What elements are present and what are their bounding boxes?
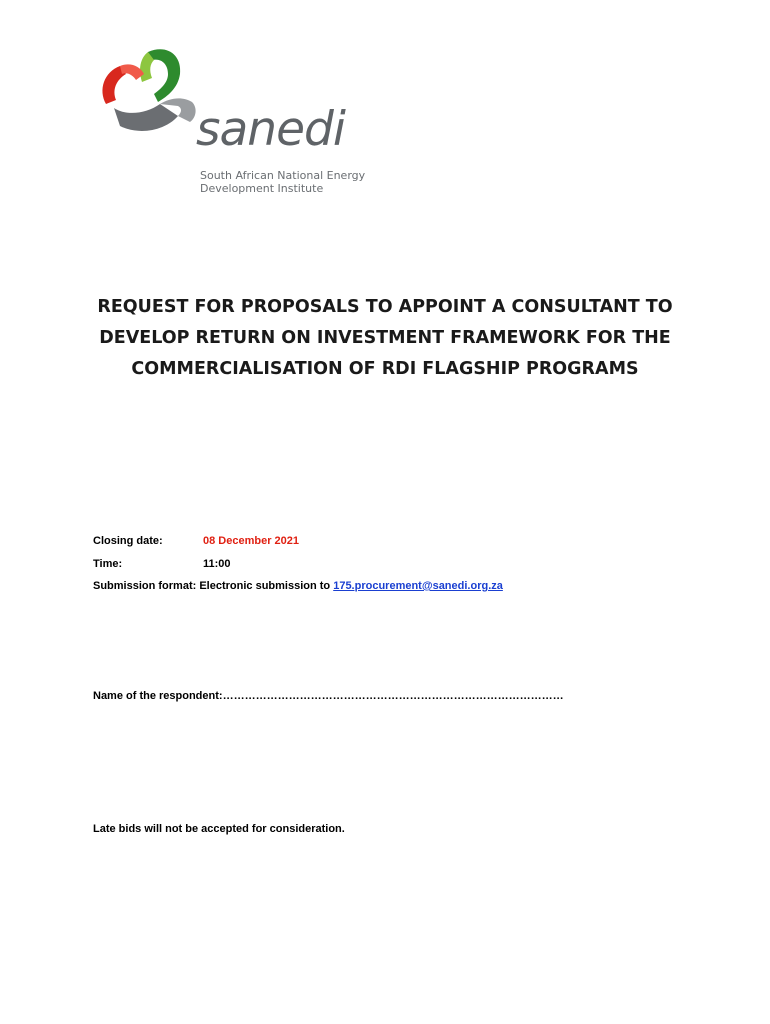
submission-format-label: Submission format: Electronic submission to: [93, 580, 334, 592]
document-title: [60, 292, 710, 385]
time-row: [93, 558, 231, 570]
time-label: Time:: [93, 558, 123, 570]
respondent-fill-line: …………………………………………………………………………………: [222, 690, 564, 702]
title-line-1: REQUEST FOR PROPOSALS TO APPOINT A CONSULTANT TO: [97, 297, 673, 317]
title-line-2: DEVELOP RETURN ON INVESTMENT FRAMEWORK FOR THE: [99, 328, 671, 348]
time-value: 11:00: [203, 558, 231, 570]
submission-format-row: [93, 580, 503, 592]
logo-tagline-line1: South African National Energy: [200, 169, 366, 182]
logo-tagline: [200, 169, 365, 195]
closing-date-row: [93, 535, 299, 547]
closing-date-label: Closing date:: [93, 535, 163, 547]
sanedi-logo-mark-icon: [96, 44, 206, 139]
submission-email-link[interactable]: 175.procurement@sanedi.org.za: [333, 580, 503, 592]
sanedi-logo: [96, 44, 386, 204]
logo-tagline-line2: Development Institute: [200, 182, 324, 195]
closing-date-value: 08 December 2021: [203, 535, 300, 547]
respondent-row: [93, 690, 564, 702]
late-bids-notice: Late bids will not be accepted for consideration.: [93, 823, 345, 835]
respondent-label: Name of the respondent:: [93, 690, 223, 702]
logo-wordmark: sanedi: [196, 102, 345, 157]
title-line-3: COMMERCIALISATION OF RDI FLAGSHIP PROGRAMS: [131, 359, 639, 379]
